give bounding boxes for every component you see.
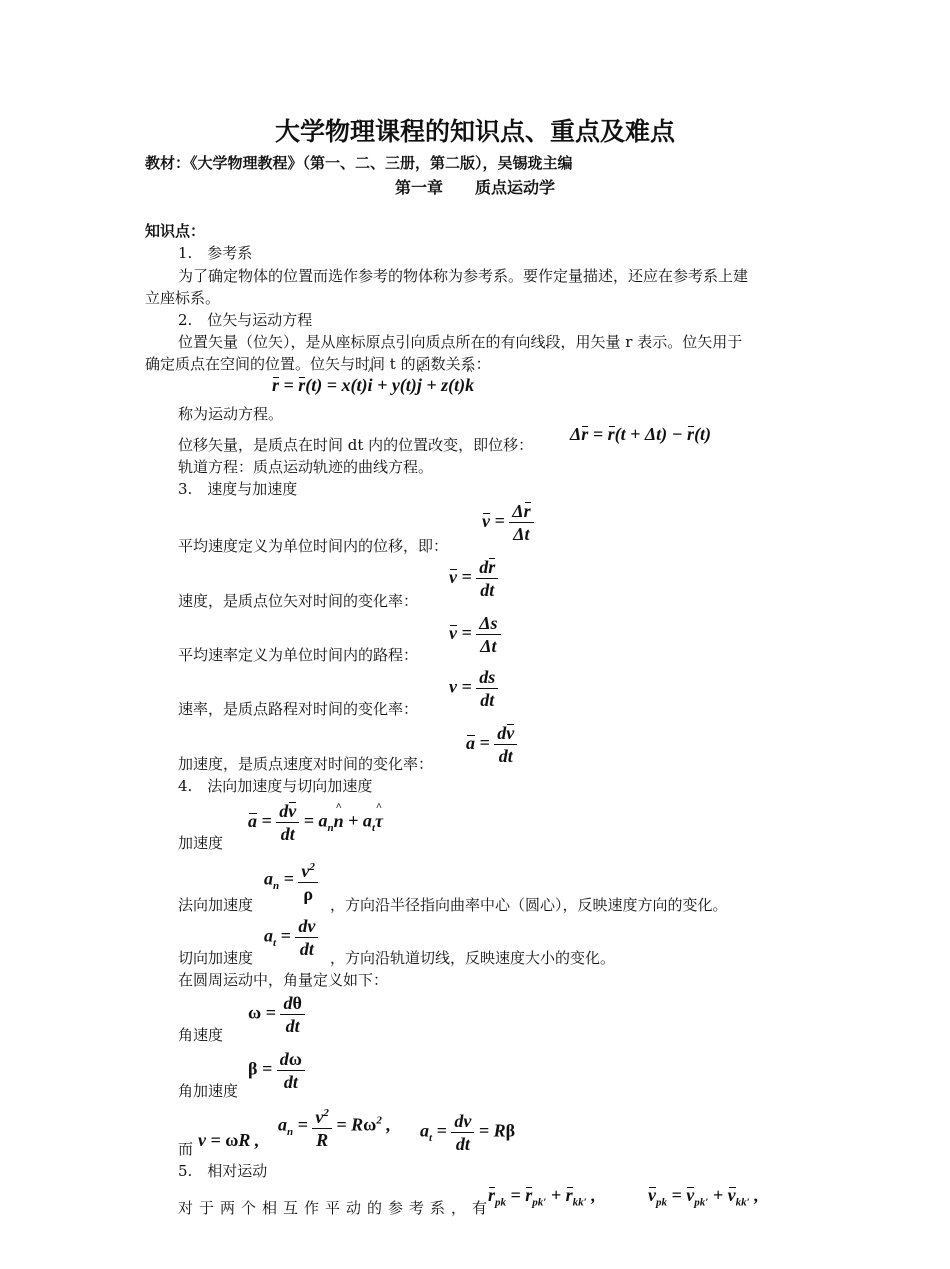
normal-acceleration-circular: $a_n$ = $\frac{v^2}{R}$ = $R\omega^2$ , — [278, 1102, 391, 1151]
paragraph-line: 速度，是质点位矢对时间的变化率： — [178, 592, 419, 610]
page-title: 大学物理课程的知识点、重点及难点 — [274, 117, 675, 146]
normal-acceleration-formula: $a_n$ = $\frac{v^2}{\rho}$ — [264, 856, 318, 905]
paragraph-line: 加速度 — [178, 834, 224, 852]
paragraph-line: 为了确定物体的位置而选作参考的物体称为参考系。要作定量描述，还应在参考系上建 — [178, 267, 749, 285]
paragraph-line: ，方向沿半径指向曲率中心（圆心），反映速度方向的变化。 — [330, 896, 728, 914]
paragraph-line: 轨道方程：质点运动轨迹的曲线方程。 — [178, 458, 434, 476]
paragraph-line: ，方向沿轨道切线，反映速度大小的变化。 — [330, 949, 616, 967]
avg-speed-formula: v = $\frac{\Delta s}{\Delta t}$ — [449, 612, 501, 657]
paragraph-line: 对于两个相互作平动的参考系，有 — [178, 1199, 494, 1217]
acceleration-formula: a = $\frac{dv}{dt}$ — [466, 722, 517, 767]
paragraph-line: 而 — [178, 1140, 194, 1158]
velocity-formula: v = $\frac{dr}{dt}$ — [449, 556, 498, 601]
section-4-heading: 4. 法向加速度与切向加速度 — [178, 777, 373, 795]
paragraph-line: 平均速度定义为单位时间内的位移，即： — [178, 537, 449, 555]
relative-position-formula: $r_{pk} = r_{pk'} + r_{kk'}$ , — [488, 1185, 596, 1209]
motion-equation: r = r(t) = x(t)^ i + y(t)^ j + z(t)^ k — [272, 375, 474, 396]
relative-velocity-formula: $v_{pk} = v_{pk'} + v_{kk'}$ , — [648, 1185, 759, 1209]
chapter-heading: 第一章 质点运动学 — [394, 178, 555, 197]
tangent-acceleration-circular: $a_t$ = $\frac{dv}{dt}$ = Rβ — [420, 1111, 516, 1154]
knowledge-label: 知识点： — [145, 222, 206, 240]
angular-velocity-formula: ω = $\frac{d\theta}{dt}$ — [248, 992, 305, 1037]
acceleration-decomposition: a = $\frac{dv}{dt}$ = $a_n\^{}$ $n + a_t\^{}$ τ — [248, 800, 383, 845]
paragraph-line: 在圆周运动中，角量定义如下： — [178, 971, 389, 989]
paragraph-line: 加速度，是质点速度对时间的变化率： — [178, 755, 434, 773]
tangent-acceleration-formula: $a_t$ = $\frac{dv}{dt}$ — [264, 915, 318, 960]
speed-formula: v = $\frac{ds}{dt}$ — [449, 666, 498, 711]
angular-acceleration-formula: β = $\frac{d\omega}{dt}$ — [248, 1048, 305, 1093]
section-2-heading: 2. 位矢与运动方程 — [178, 311, 313, 329]
paragraph-line: 平均速率定义为单位时间内的路程： — [178, 646, 419, 664]
displacement-equation: Δr = r(t + Δt) − r(t) — [570, 424, 712, 444]
paragraph-line: 角速度 — [178, 1026, 224, 1044]
paragraph-line: 称为运动方程。 — [178, 405, 284, 423]
textbook-line: 教材：《大学物理教程》（第一、二、三册，第二版），吴锡珑主编 — [145, 154, 573, 172]
paragraph-line: 切向加速度 — [178, 949, 254, 967]
paragraph-line: 法向加速度 — [178, 896, 254, 914]
avg-velocity-formula: v = $\frac{\Delta r}{\Delta t}$ — [482, 500, 534, 545]
linear-angular-relation: v = ωR , — [198, 1130, 260, 1150]
paragraph-line: 角加速度 — [178, 1082, 239, 1100]
paragraph-line: 位置矢量（位矢），是从座标原点引向质点所在的有向线段，用矢量 r 表示。位矢用于 — [178, 333, 743, 351]
section-3-heading: 3. 速度与加速度 — [178, 480, 298, 498]
paragraph-line: 速率，是质点路程对时间的变化率： — [178, 700, 419, 718]
section-1-heading: 1. 参考系 — [178, 244, 253, 262]
paragraph-line: 确定质点在空间的位置。位矢与时间 t 的函数关系： — [145, 355, 491, 373]
paragraph-line: 位移矢量，是质点在时间 dt 内的位置改变，即位移： — [178, 436, 534, 454]
section-5-heading: 5. 相对运动 — [178, 1162, 268, 1180]
paragraph-line: 立座标系。 — [145, 289, 221, 307]
